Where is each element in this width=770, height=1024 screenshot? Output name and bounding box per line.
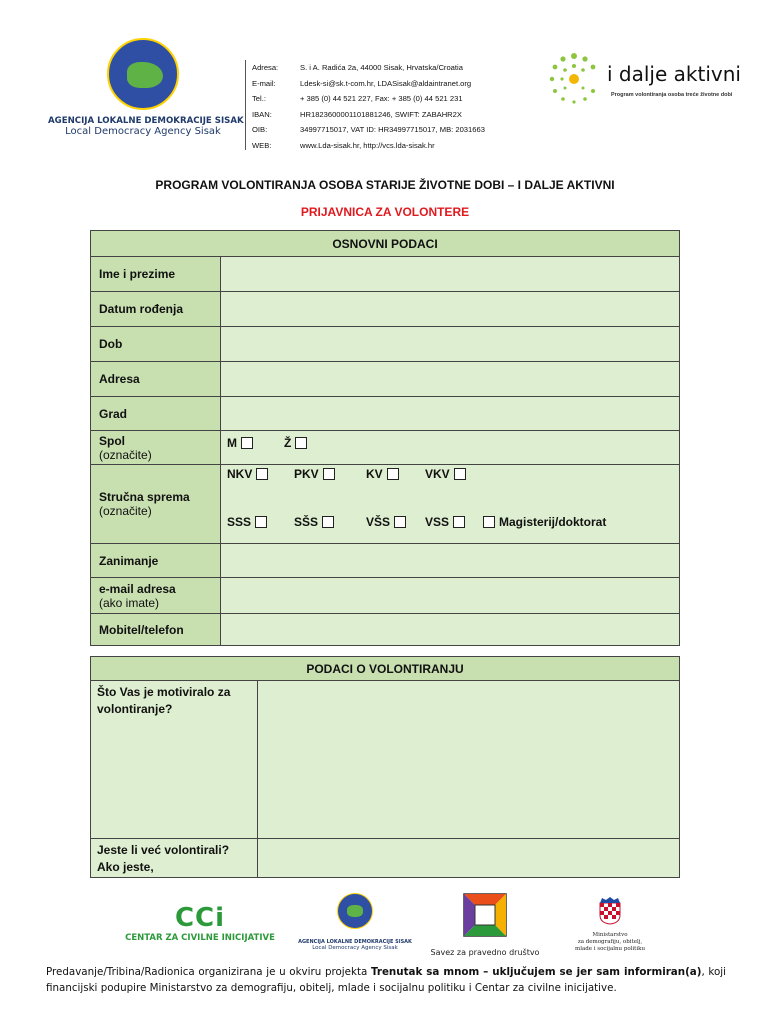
footer-lda-name: AGENCIJA LOKALNE DEMOKRACIJE SISAK bbox=[298, 939, 412, 945]
option-nkv[interactable] bbox=[227, 467, 268, 481]
cci-mark: CCi bbox=[174, 903, 226, 933]
input-email[interactable] bbox=[221, 578, 679, 613]
label-previous: Jeste li već volontirali? Ako jeste, bbox=[91, 839, 258, 877]
cci-logo bbox=[120, 903, 280, 943]
note-project-name: Trenutak sa mnom – uključujem se jer sam informiran(a) bbox=[370, 966, 702, 978]
checkbox-pkv[interactable] bbox=[323, 468, 335, 480]
lda-globe-icon bbox=[337, 893, 373, 929]
checkbox-female[interactable] bbox=[295, 437, 307, 449]
footer-logos bbox=[120, 893, 680, 957]
program-title: PROGRAM VOLONTIRANJA OSOBA STARIJE ŽIVOTNE DOBI – I DALJE AKTIVNI bbox=[155, 178, 615, 192]
label-education bbox=[91, 465, 221, 543]
lda-name: AGENCIJA LOKALNE DEMOKRACIJE SISAK bbox=[48, 116, 244, 126]
checkbox-sss2[interactable] bbox=[322, 516, 334, 528]
option-vss2[interactable] bbox=[425, 515, 465, 529]
input-previous[interactable] bbox=[258, 839, 679, 877]
label-motivation: Što Vas je motiviralo za volontiranje? bbox=[91, 681, 258, 838]
lda-globe-icon bbox=[107, 38, 179, 110]
note-part-1: Predavanje/Tribina/Radionica organizirana je u okviru projekta bbox=[46, 966, 371, 978]
input-address[interactable] bbox=[221, 362, 679, 396]
contact-value: S. i A. Radića 2a, 44000 Sisak, Hrvatska/Croatia bbox=[300, 63, 463, 72]
option-vkv-label: VKV bbox=[425, 467, 450, 481]
checkbox-vss2[interactable] bbox=[453, 516, 465, 528]
option-male[interactable] bbox=[227, 436, 253, 450]
contact-block bbox=[252, 60, 485, 153]
option-vkv[interactable] bbox=[425, 467, 466, 481]
input-occupation[interactable] bbox=[221, 544, 679, 577]
row-city bbox=[91, 397, 679, 431]
letterhead bbox=[40, 38, 740, 158]
checkbox-nkv[interactable] bbox=[256, 468, 268, 480]
label-email-hint: (ako imate) bbox=[99, 595, 160, 610]
row-occupation bbox=[91, 544, 679, 578]
row-birthdate bbox=[91, 292, 679, 327]
sun-dots-icon bbox=[545, 50, 603, 108]
label-occupation: Zanimanje bbox=[91, 544, 221, 577]
sex-options bbox=[221, 431, 679, 464]
input-phone[interactable] bbox=[221, 614, 679, 645]
input-age[interactable] bbox=[221, 327, 679, 361]
footer-lda-name-en: Local Democracy Agency Sisak bbox=[312, 945, 398, 951]
option-male-label: M bbox=[227, 436, 237, 450]
checkbox-vss[interactable] bbox=[394, 516, 406, 528]
contact-value: Ldesk-si@sk.t-com.hr, LDASisak@aldaintranet.org bbox=[300, 78, 472, 88]
input-motivation[interactable] bbox=[258, 681, 679, 838]
option-master-label: Magisterij/doktorat bbox=[499, 515, 607, 529]
input-birthdate[interactable] bbox=[221, 292, 679, 326]
divider bbox=[245, 60, 246, 150]
contact-value: 34997715017, VAT ID: HR34997715017, MB: 2031663 bbox=[300, 125, 485, 134]
contact-value: HR1823600001101881246, SWIFT: ZABAHR2X bbox=[300, 109, 462, 119]
lda-logo bbox=[48, 38, 244, 137]
option-sss2-label: SŠS bbox=[294, 515, 319, 529]
basic-data-header: OSNOVNI PODACI bbox=[91, 231, 679, 257]
label-address: Adresa bbox=[91, 362, 221, 396]
savez-logo bbox=[425, 893, 545, 957]
footer-note bbox=[46, 964, 726, 996]
label-sex-text: Spol bbox=[99, 433, 125, 448]
education-options bbox=[221, 465, 679, 543]
basic-data-table bbox=[90, 230, 680, 646]
volunteer-data-table bbox=[90, 656, 680, 878]
label-city: Grad bbox=[91, 397, 221, 430]
row-email bbox=[91, 578, 679, 614]
label-name: Ime i prezime bbox=[91, 257, 221, 291]
contact-key: IBAN: bbox=[252, 109, 272, 119]
checkbox-master[interactable] bbox=[483, 516, 495, 528]
option-female[interactable] bbox=[284, 436, 307, 450]
checkbox-sss[interactable] bbox=[255, 516, 267, 528]
label-email bbox=[91, 578, 221, 613]
option-sss[interactable] bbox=[227, 515, 267, 529]
input-name[interactable] bbox=[221, 257, 679, 291]
contact-value: + 385 (0) 44 521 227, Fax: + 385 (0) 44 521 231 bbox=[300, 94, 463, 103]
label-sex bbox=[91, 431, 221, 464]
ministry-line-2: za demografiju, obitelj, bbox=[577, 939, 643, 945]
label-email-text: e-mail adresa bbox=[99, 581, 176, 596]
contact-value: www.Lda-sisak.hr, http://vcs.lda-sisak.hr bbox=[300, 140, 435, 150]
checkbox-vkv[interactable] bbox=[454, 468, 466, 480]
cci-name: CENTAR ZA CIVILNE INICIJATIVE bbox=[125, 933, 275, 943]
lda-name-en: Local Democracy Agency Sisak bbox=[65, 126, 221, 137]
option-female-label: Ž bbox=[284, 436, 292, 450]
option-vss-label: VŠS bbox=[366, 515, 391, 529]
label-education-hint: (označite) bbox=[99, 504, 152, 518]
option-vss[interactable] bbox=[366, 515, 406, 529]
option-sss-label: SSS bbox=[227, 515, 252, 529]
option-pkv-label: PKV bbox=[294, 467, 319, 481]
form-title: PRIJAVNICA ZA VOLONTERE bbox=[300, 205, 470, 219]
row-name bbox=[91, 257, 679, 292]
row-sex bbox=[91, 431, 679, 465]
footer-lda-logo bbox=[290, 893, 420, 951]
option-kv[interactable] bbox=[366, 467, 399, 481]
input-city[interactable] bbox=[221, 397, 679, 430]
contact-key: Tel.: bbox=[252, 94, 266, 103]
label-sex-hint: (označite) bbox=[99, 447, 152, 462]
contact-key: WEB: bbox=[252, 140, 272, 150]
checkbox-kv[interactable] bbox=[387, 468, 399, 480]
checkbox-male[interactable] bbox=[241, 437, 253, 449]
ida-title: i dalje aktivni bbox=[607, 62, 741, 86]
savez-square-icon bbox=[463, 893, 507, 937]
ministry-line-3: mlade i socijalnu politiku bbox=[574, 946, 646, 952]
label-education-text: Stručna sprema bbox=[99, 490, 190, 504]
row-address bbox=[91, 362, 679, 397]
row-motivation bbox=[91, 681, 679, 839]
label-age: Dob bbox=[91, 327, 221, 361]
note-part-2: , koji financijski podupire Ministarstvo za demografiju, obitelj, mlade i socijalnu politiku i Centar za civilne inicijative. bbox=[46, 966, 727, 994]
option-sss2[interactable] bbox=[294, 515, 334, 529]
option-master[interactable] bbox=[483, 515, 606, 529]
contact-key: E-mail: bbox=[252, 78, 276, 88]
row-previous bbox=[91, 839, 679, 877]
option-kv-label: KV bbox=[366, 467, 383, 481]
volunteer-data-header: PODACI O VOLONTIRANJU bbox=[91, 657, 679, 681]
row-phone bbox=[91, 614, 679, 645]
option-pkv[interactable] bbox=[294, 467, 335, 481]
contact-key: OIB: bbox=[252, 125, 268, 134]
croatian-coat-of-arms-icon bbox=[598, 897, 622, 925]
ministry-line-1: Ministarstvo bbox=[592, 932, 628, 938]
row-education bbox=[91, 465, 679, 544]
label-phone: Mobitel/telefon bbox=[91, 614, 221, 645]
option-vss2-label: VSS bbox=[425, 515, 450, 529]
ministry-logo bbox=[560, 897, 660, 953]
i-dalje-aktivni-logo bbox=[545, 50, 755, 110]
option-nkv-label: NKV bbox=[227, 467, 253, 481]
savez-name: Savez za pravedno društvo bbox=[430, 948, 540, 957]
ida-subtitle: Program volontiranja osoba treće životne dobi bbox=[611, 92, 733, 98]
ministry-name bbox=[560, 932, 660, 953]
row-age bbox=[91, 327, 679, 362]
label-birthdate: Datum rođenja bbox=[91, 292, 221, 326]
contact-key: Adresa: bbox=[252, 63, 279, 72]
